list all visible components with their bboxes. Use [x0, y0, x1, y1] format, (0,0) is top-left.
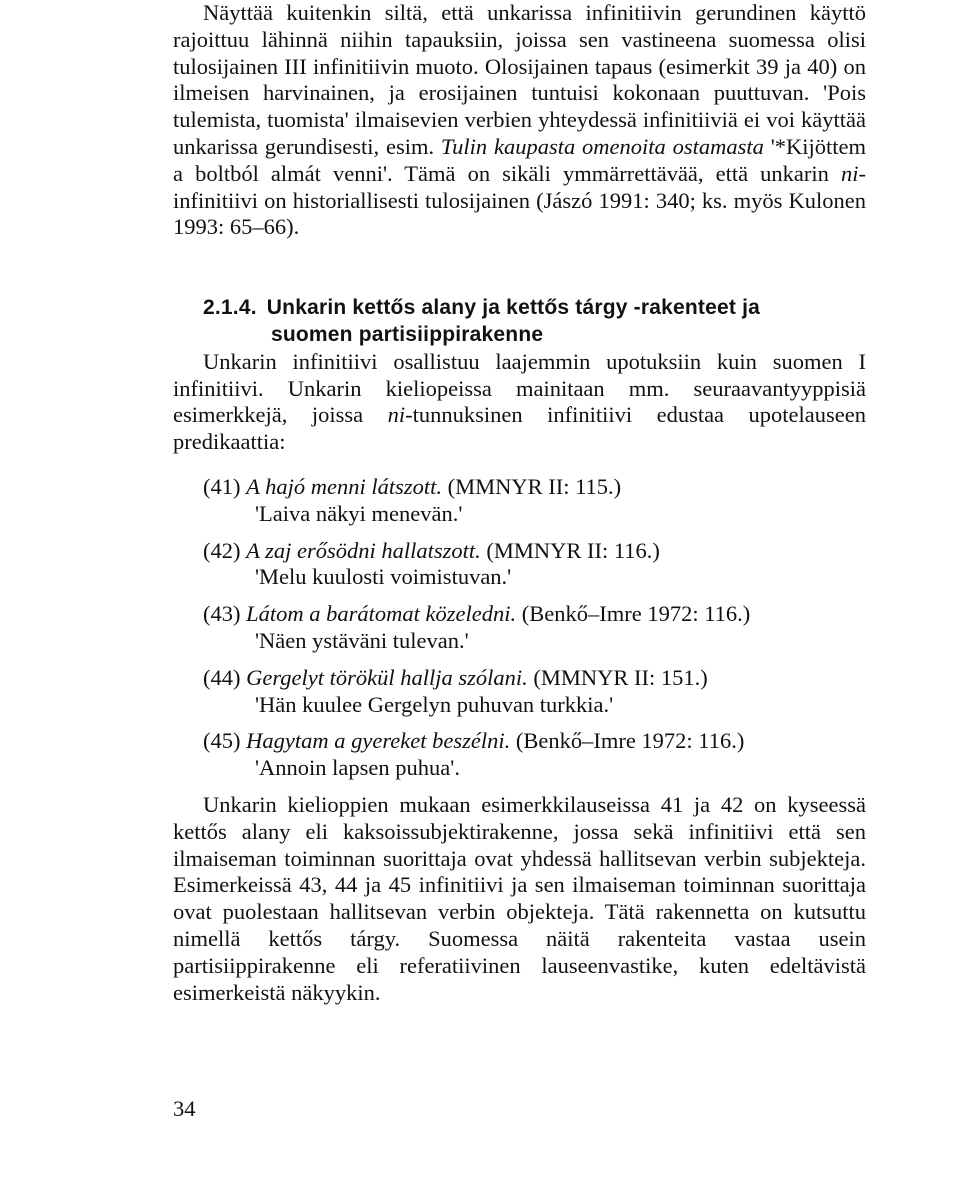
- example-hungarian: Hagytam a gyereket beszélni.: [246, 728, 511, 754]
- example-finnish: 'Hän kuulee Gergelyn puhuvan turkkia.': [255, 691, 614, 717]
- example-44: [203, 665, 866, 719]
- example-source: (Benkő–Imre 1972: 116.): [515, 728, 745, 754]
- example-hungarian: Gergelyt törökül hallja szólani.: [246, 664, 528, 690]
- example-finnish: 'Näen ystäväni tulevan.': [255, 627, 469, 653]
- paragraph-1-text-a: Näyttää kuitenkin siltä, että unkarissa infinitiivin gerundinen käyttö rajoittuu lähinnä niihin tapauksiin, joissa sen vastineena suomessa olisi tulosijainen III infinitiivin muoto. Olosijainen tapaus (esimerkit 39 ja 40) on ilmeisen harvinainen, ja erosijainen tuntuisi kokonaan puuttuvan. 'Pois tulemista, tuomista' ilmaisevien verbien yhteydessä infinitiiviä ei voi käyttää unkarissa gerundisesti, esim.: [173, 0, 866, 159]
- paragraph-2-text-a: Unkarin infinitiivi osallistuu laajemmin upotuksiin kuin suomen I infinitiivi. Unkarin kieliopeissa mainitaan mm. seuraavantyyppisiä esimerkkejä, joissa: [173, 348, 866, 428]
- example-45: [203, 728, 866, 782]
- example-hungarian: A hajó menni látszott.: [246, 473, 442, 499]
- example-number: (41): [203, 473, 241, 499]
- example-finnish: 'Melu kuulosti voimistuvan.': [255, 564, 512, 590]
- paragraph-1-text-b: '*Kijöttem a boltból almát venni'. Tämä on sikäli ymmärrettävää, että unkarin: [173, 133, 866, 186]
- example-42: [203, 538, 866, 592]
- paragraph-2-text-b: -tunnuksinen infinitiivi edustaa upotelauseen predikaattia:: [173, 402, 866, 455]
- example-hungarian: A zaj erősödni hallatszott.: [246, 537, 481, 563]
- example-number: (42): [203, 537, 241, 563]
- paragraph-infinitive-embedding: [173, 349, 866, 456]
- example-41: [203, 474, 866, 528]
- example-finnish: 'Annoin lapsen puhua'.: [255, 755, 460, 781]
- paragraph-double-subject-object: Unkarin kielioppien mukaan esimerkkilauseissa 41 ja 42 on kyseessä kettős alany eli kaksoissubjektirakenne, jossa sekä infinitiivi että sen ilmaiseman toiminnan suorittaja ovat yhdessä hallitsevan verbin subjekteja. Esimerkeissä 43, 44 ja 45 infinitiivi ja sen ilmaiseman toiminnan suorittaja ovat puolestaan hallitsevan verbin objekteja. Tätä rakennetta on kutsuttu nimellä kettős tárgy. Suomessa näitä rakenteita vastaa usein partisiippirakenne eli referatiivinen lauseenvastike, kuten edeltävistä esimerkeistä näkyykin.: [173, 791, 866, 1005]
- section-title-line-2: suomen partisiippirakenne: [271, 322, 544, 346]
- section-heading: [173, 295, 866, 349]
- paragraph-1-text-c: -infinitiivi on historiallisesti tulosijainen (Jászó 1991: 340; ks. myös Kulonen 1993: 65–66).: [173, 160, 866, 240]
- section-number: 2.1.4.: [203, 296, 257, 320]
- example-number: (45): [203, 728, 241, 754]
- example-finnish: 'Laiva näkyi menevän.': [255, 500, 463, 526]
- example-hungarian: Látom a barátomat közeledni.: [246, 601, 517, 627]
- paragraph-1-italic-ni: ni: [840, 160, 859, 186]
- paragraph-1-italic-example: Tulin kaupasta omenoita ostamasta: [440, 133, 764, 159]
- page-body: [173, 0, 866, 1006]
- paragraph-gerundive-use: [173, 0, 866, 241]
- example-source: (MMNYR II: 116.): [486, 537, 660, 563]
- example-43: [203, 601, 866, 655]
- paragraph-2-italic-ni: ni: [387, 402, 406, 428]
- example-source: (MMNYR II: 151.): [533, 664, 708, 690]
- example-source: (MMNYR II: 115.): [447, 473, 622, 499]
- example-list: [173, 474, 866, 782]
- example-number: (44): [203, 664, 241, 690]
- section-title-line-1: Unkarin kettős alany ja kettős tárgy -rakenteet ja: [266, 296, 760, 320]
- example-source: (Benkő–Imre 1972: 116.): [521, 601, 751, 627]
- example-number: (43): [203, 601, 241, 627]
- page-number: 34: [173, 1096, 196, 1121]
